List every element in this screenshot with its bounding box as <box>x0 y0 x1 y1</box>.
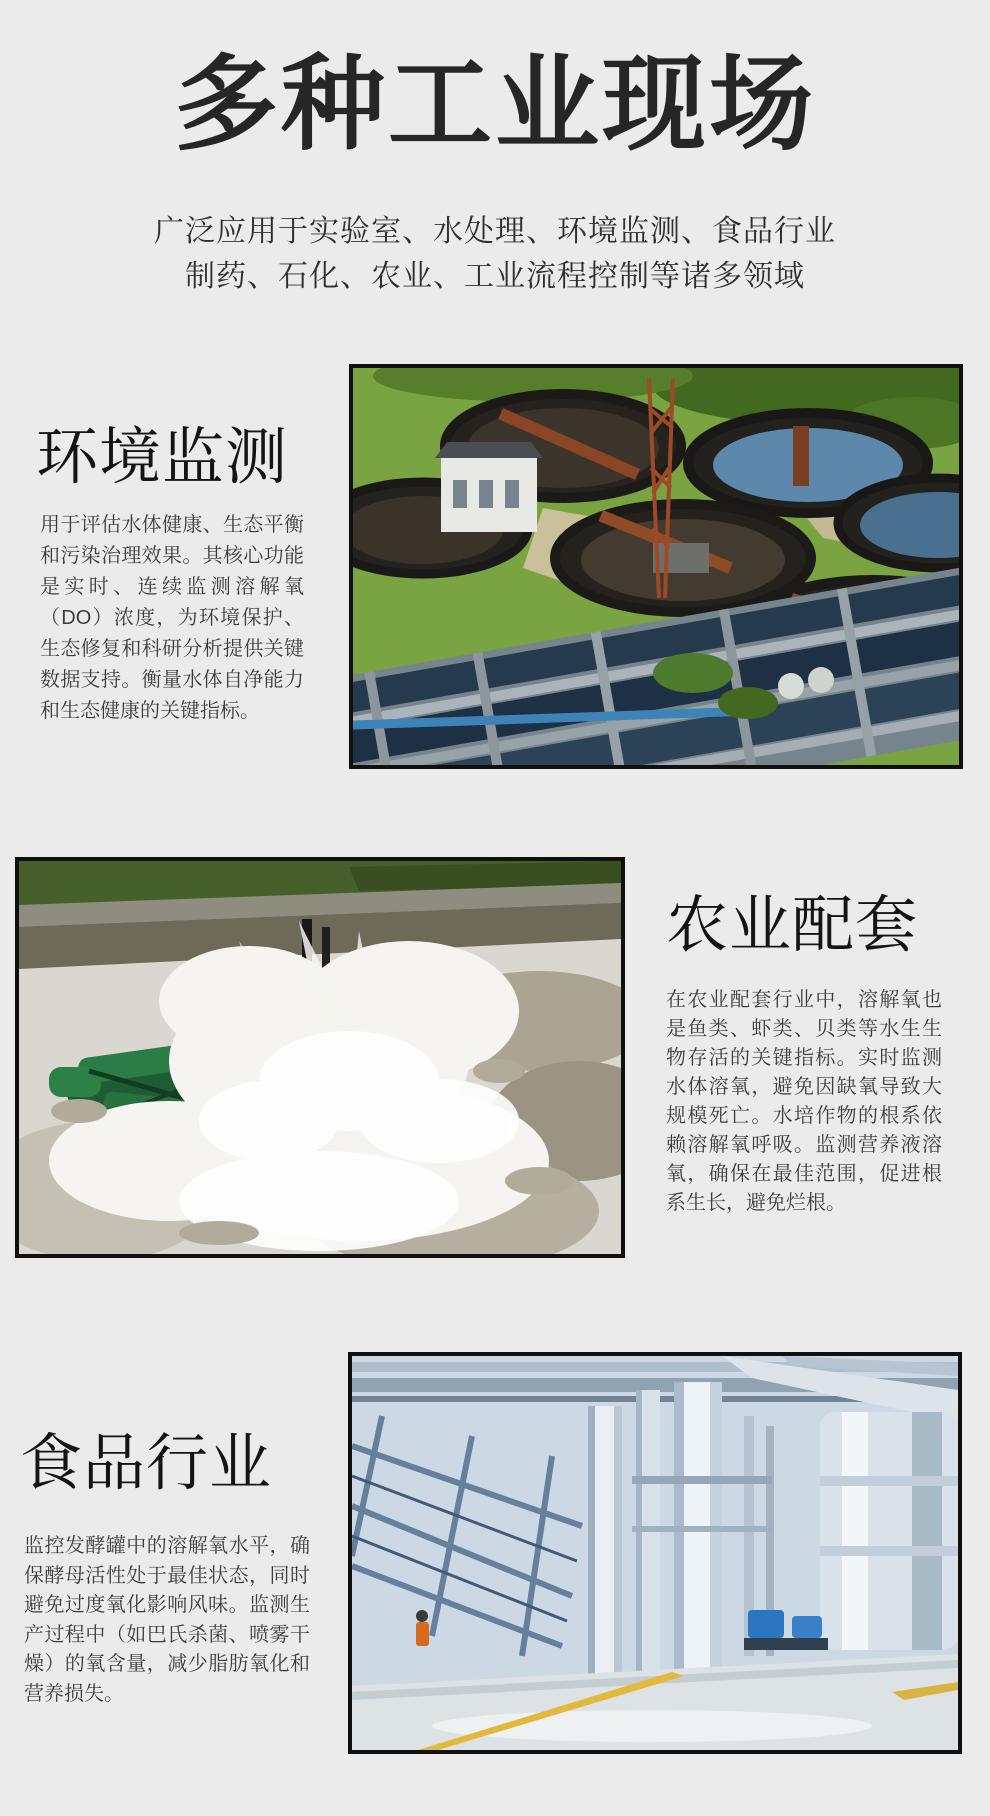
section-body-environment: 用于评估水体健康、生态平衡和污染治理效果。其核心功能是实时、连续监测溶解氧（DO）浓度，为环境保护、生态修复和科研分析提供关键数据支持。衡量水体自净能力和生态健康的关键指标。 <box>40 514 304 722</box>
section-heading-environment: 环境监测 <box>36 423 289 492</box>
section-body-food: 监控发酵罐中的溶解氧水平，确保酵母活性处于最佳状态，同时避免过度氧化影响风味。监测生产过程中（如巴氏杀菌、喷雾干燥）的氧含量，减少脂肪氧化和营养损失。 <box>24 1535 310 1705</box>
section-body-agriculture: 在农业配套行业中，溶解氧也是鱼类、虾类、贝类等水生生物存活的关键指标。实时监测水体溶氧，避免因缺氧导致大规模死亡。水培作物的根系依赖溶解氧呼吸。监测营养液溶氧，确保在最佳范围，促进根系生长，避免烂根。 <box>666 989 942 1214</box>
food-plant-photo <box>348 1352 962 1754</box>
page-subtitle-line2: 制药、石化、农业、工业流程控制等诸多领域 <box>185 260 805 293</box>
wastewater-treatment-plant-photo <box>349 364 963 769</box>
section-heading-food: 食品行业 <box>20 1429 273 1498</box>
section-heading-agriculture: 农业配套 <box>666 891 919 960</box>
wastewater-plant-illustration <box>353 368 959 765</box>
food-plant-illustration <box>352 1356 958 1750</box>
pond-aerator-photo <box>15 857 625 1258</box>
pond-aerator-illustration <box>19 861 621 1254</box>
page-subtitle-line1: 广泛应用于实验室、水处理、环境监测、食品行业 <box>154 215 836 248</box>
page-title: 多种工业现场 <box>173 47 816 163</box>
